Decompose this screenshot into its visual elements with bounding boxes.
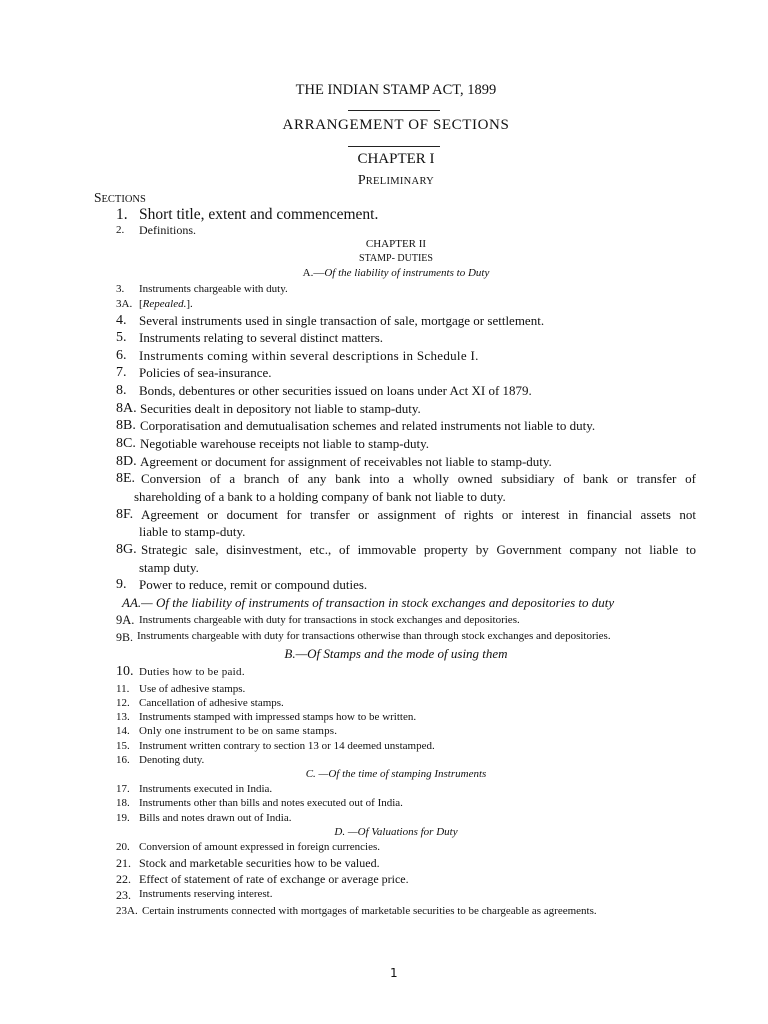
list-item-number: 4. xyxy=(116,313,127,328)
list-item-line: shareholding of a bank to a holding company of bank not liable to duty. xyxy=(134,489,506,504)
subheading-aa: AA.— Of the liability of instruments of transaction in stock exchanges and depositories to duty xyxy=(122,595,615,610)
title-rule xyxy=(348,110,440,111)
page-number: 1 xyxy=(390,966,398,980)
list-item-number: 20. xyxy=(116,841,130,853)
sections-label: SECTIONS xyxy=(94,190,146,205)
list-item-number: 22. xyxy=(116,872,131,886)
chapter-2-subtitle: STAMP- DUTIES xyxy=(359,253,433,264)
list-item-number: 16. xyxy=(116,754,130,766)
list-item-number: 2. xyxy=(116,224,125,236)
list-item-number: 17. xyxy=(116,783,130,795)
list-item-number: 15. xyxy=(116,740,130,752)
list-item-number: 8A. xyxy=(116,401,137,416)
list-item-number: 8G. xyxy=(116,542,137,557)
list-item-number: 3. xyxy=(116,283,125,295)
list-item: Instruments chargeable with duty. xyxy=(139,283,288,295)
list-item: Instruments chargeable with duty for transactions in stock exchanges and depositories. xyxy=(139,614,520,626)
chapter-1-subtitle-rest: RELIMINARY xyxy=(365,176,435,187)
list-item: Instruments relating to several distinct matters. xyxy=(139,330,384,345)
subheading-c: C. —Of the time of stamping Instruments xyxy=(305,768,487,780)
list-item: Only one instrument to be on same stamps. xyxy=(139,725,338,737)
list-item-line: Conversion of a branch of any bank into a wholly owned subsidiary of bank or transfer of xyxy=(141,471,696,486)
chapter-1-title: CHAPTER I xyxy=(357,151,435,167)
list-item: Stock and marketable securities how to be valued. xyxy=(139,856,380,870)
list-item-number: 8F. xyxy=(116,507,134,522)
list-item-number: 9A. xyxy=(116,613,135,627)
list-item: Duties how to be paid. xyxy=(139,666,245,678)
list-item: Instruments reserving interest. xyxy=(139,888,273,900)
list-item: Instruments chargeable with duty for transactions otherwise than through stock exchanges and depositories. xyxy=(137,630,611,642)
act-title: THE INDIAN STAMP ACT, 1899 xyxy=(295,82,497,98)
list-item: Securities dealt in depository not liable to stamp-duty. xyxy=(140,401,421,416)
list-item-number: 23. xyxy=(116,888,131,902)
list-item-number: 8B. xyxy=(116,418,136,433)
list-item-number: 12. xyxy=(116,697,130,709)
list-item-line: liable to stamp-duty. xyxy=(139,524,246,539)
list-item-number: 18. xyxy=(116,797,130,809)
list-item-number: 9. xyxy=(116,577,127,592)
list-item-number: 8D. xyxy=(116,454,137,469)
list-item: Agreement or document for assignment of receivables not liable to stamp-duty. xyxy=(140,454,552,469)
list-item-number: 8. xyxy=(116,383,127,398)
list-item-number: 6. xyxy=(116,348,127,363)
list-item: Bonds, debentures or other securities issued on loans under Act XI of 1879. xyxy=(139,383,532,398)
list-item-number: 3A. xyxy=(116,298,133,310)
list-item-line: stamp duty. xyxy=(139,560,199,575)
list-item: Denoting duty. xyxy=(139,754,205,766)
list-item-number: 14. xyxy=(116,725,130,737)
list-item-number: 11. xyxy=(116,683,130,695)
list-item: Instruments other than bills and notes executed out of India. xyxy=(139,797,403,809)
subheading-a: A.—Of the liability of instruments to Duty xyxy=(302,267,490,279)
list-item: Cancellation of adhesive stamps. xyxy=(139,697,284,709)
chapter-1-subtitle-initial: P xyxy=(357,173,366,188)
list-item-number: 8E. xyxy=(116,471,136,486)
list-item: Instruments coming within several descriptions in Schedule I. xyxy=(139,348,479,363)
list-item-number: 7. xyxy=(116,365,127,380)
subheading-b: B.—Of Stamps and the mode of using them xyxy=(284,646,508,661)
arrangement-heading: ARRANGEMENT OF SECTIONS xyxy=(282,117,510,133)
list-item: Policies of sea-insurance. xyxy=(139,365,272,380)
list-item: Several instruments used in single transaction of sale, mortgage or settlement. xyxy=(139,313,545,328)
list-item-number: 19. xyxy=(116,812,130,824)
list-item: Bills and notes drawn out of India. xyxy=(139,812,292,824)
list-item: Effect of statement of rate of exchange or average price. xyxy=(139,872,409,886)
list-item-number: 9B. xyxy=(116,630,134,644)
list-item-number: 13. xyxy=(116,711,130,723)
list-item: Use of adhesive stamps. xyxy=(139,683,246,695)
list-item: Certain instruments connected with mortgages of marketable securities to be chargeable as agreements. xyxy=(142,905,597,917)
list-item-number: 10. xyxy=(116,664,134,679)
list-item-line: Agreement or document for transfer or assignment of rights or interest in financial assets not xyxy=(141,507,696,522)
list-item: Instruments executed in India. xyxy=(139,783,273,795)
arrangement-rule xyxy=(348,146,440,147)
list-item: Power to reduce, remit or compound duties. xyxy=(139,577,368,592)
list-item: Instruments stamped with impressed stamps how to be written. xyxy=(139,711,417,723)
list-item: Negotiable warehouse receipts not liable to stamp-duty. xyxy=(140,436,430,451)
list-item-number: 5. xyxy=(116,330,127,345)
list-item: Definitions. xyxy=(139,223,196,237)
list-item-number: 23A. xyxy=(116,905,138,917)
list-item-number: 1. xyxy=(116,206,128,223)
list-item-line: Strategic sale, disinvestment, etc., of immovable property by Government company not liable to xyxy=(141,542,696,557)
list-item: [Repealed.]. xyxy=(139,298,193,310)
chapter-2-title: CHAPTER II xyxy=(365,238,427,250)
subheading-d: D. —Of Valuations for Duty xyxy=(334,826,458,838)
chapter-1-subtitle xyxy=(0,171,768,189)
list-item: Conversion of amount expressed in foreign currencies. xyxy=(139,841,381,853)
list-item-number: 21. xyxy=(116,856,131,870)
list-item: Corporatisation and demutualisation schemes and related instruments not liable to duty. xyxy=(140,418,596,433)
list-item: Short title, extent and commencement. xyxy=(139,206,379,223)
list-item-number: 8C. xyxy=(116,436,136,451)
list-item: Instrument written contrary to section 13 or 14 deemed unstamped. xyxy=(139,740,435,752)
